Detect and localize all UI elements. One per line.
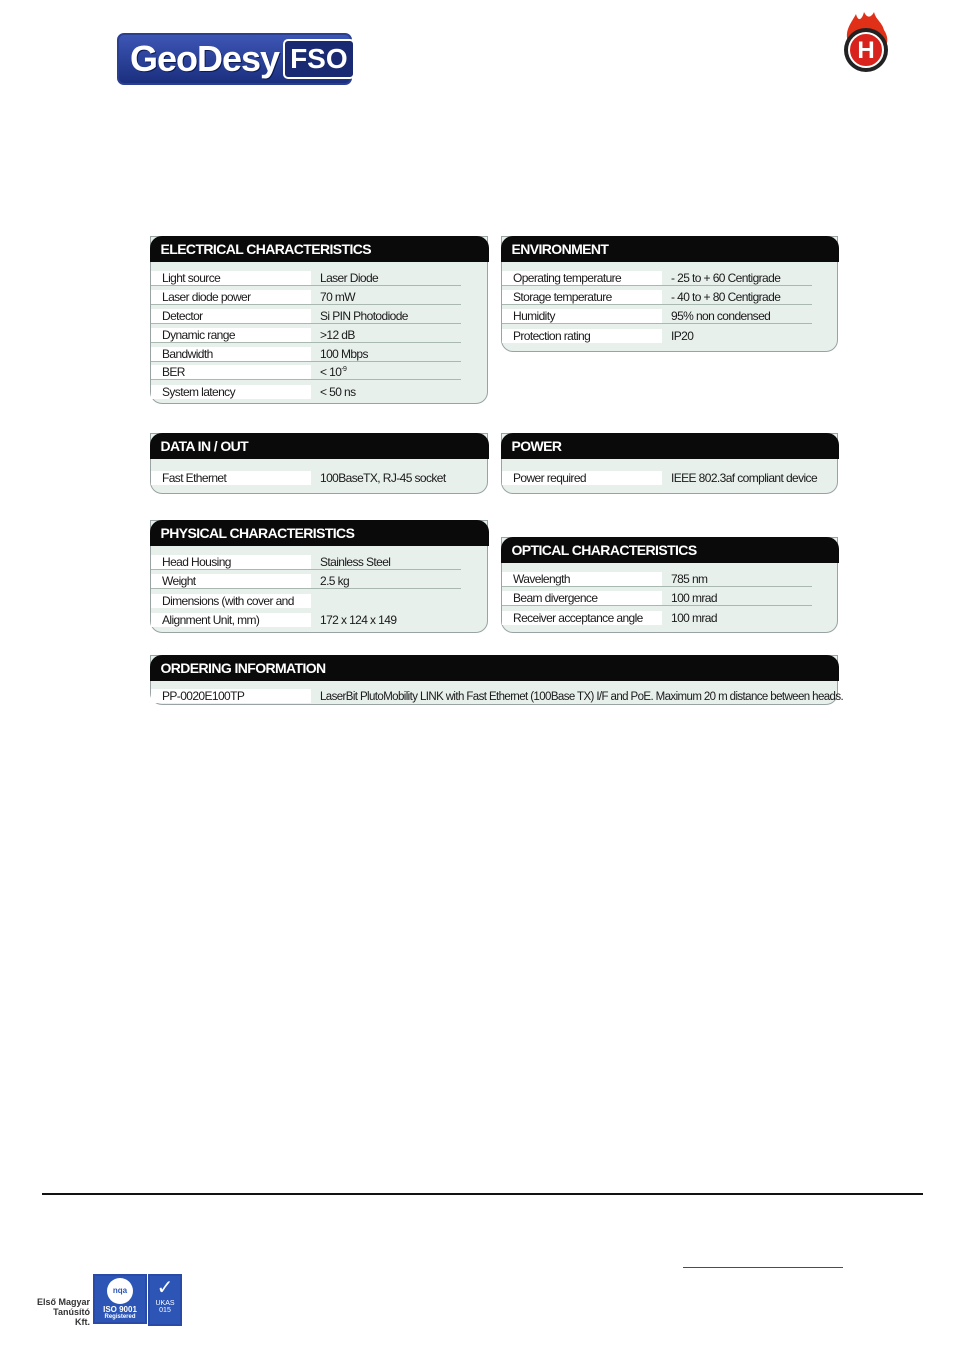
spec-label: PP-0020E100TP <box>151 689 311 703</box>
spec-row <box>151 266 487 286</box>
spec-row <box>502 305 837 324</box>
spec-row <box>502 587 837 606</box>
spec-label: Beam divergence <box>502 591 662 606</box>
spec-row <box>151 343 487 362</box>
footer-divider <box>42 1193 923 1195</box>
spec-value: Stainless Steel <box>311 555 461 570</box>
iso-label: ISO 9001 <box>103 1305 137 1314</box>
footer-link[interactable] <box>683 1267 843 1268</box>
spec-label: System latency <box>151 385 311 399</box>
spec-row <box>151 608 487 627</box>
spec-label: Dimensions (with cover and <box>151 594 311 608</box>
spec-value: IP20 <box>671 328 694 343</box>
spec-value <box>311 365 461 380</box>
spec-row <box>502 324 837 343</box>
ber-exponent: -9 <box>341 365 347 373</box>
spec-row <box>151 305 487 324</box>
iso-9001-badge <box>93 1274 147 1324</box>
spec-label: Humidity <box>502 309 662 324</box>
optical-characteristics-box <box>501 537 838 633</box>
power-box <box>501 433 838 494</box>
spec-row <box>502 266 837 286</box>
spec-label: Dynamic range <box>151 328 311 343</box>
spec-row <box>151 465 487 485</box>
environment-box <box>501 236 838 352</box>
geodesy-fso-logo <box>117 33 352 85</box>
spec-label: Weight <box>151 574 311 589</box>
spec-value: 100BaseTX, RJ-45 socket <box>320 470 446 485</box>
emblem-letter: H <box>857 37 875 64</box>
spec-row <box>151 286 487 305</box>
spec-row <box>502 567 837 587</box>
spec-label: Alignment Unit, mm) <box>151 613 311 627</box>
section-title: OPTICAL CHARACTERISTICS <box>501 537 839 563</box>
data-in-out-box <box>150 433 488 494</box>
section-title: ORDERING INFORMATION <box>150 655 839 681</box>
certifier-name: Első Magyar Tanúsító Kft. <box>36 1297 90 1327</box>
spec-row <box>502 465 837 485</box>
spec-row <box>151 324 487 343</box>
spec-label: Wavelength <box>502 572 662 587</box>
spec-value: Si PIN Photodiode <box>311 309 461 324</box>
spec-label: Light source <box>151 271 311 286</box>
spec-value: 70 mW <box>311 290 461 305</box>
spec-value: >12 dB <box>311 328 461 343</box>
spec-row <box>502 286 837 305</box>
spec-label: Head Housing <box>151 555 311 570</box>
spec-value: 100 mrad <box>662 591 812 606</box>
ordering-information-box <box>150 655 844 705</box>
section-title: DATA IN / OUT <box>150 433 489 459</box>
ukas-number: 015 <box>159 1307 171 1314</box>
spec-row <box>151 550 487 570</box>
spec-value: 172 x 124 x 149 <box>320 612 397 627</box>
spec-value: - 25 to + 60 Centigrade <box>662 271 812 286</box>
spec-label: Protection rating <box>502 329 662 343</box>
electrical-characteristics-box <box>150 236 488 404</box>
spec-label: BER <box>151 365 311 380</box>
spec-value: IEEE 802.3af compliant device <box>671 470 818 485</box>
h-flame-emblem-icon <box>838 12 894 76</box>
spec-label: Detector <box>151 309 311 324</box>
checkmark-icon: ✓ <box>156 1277 174 1299</box>
spec-value: Laser Diode <box>311 271 461 286</box>
spec-row <box>151 570 487 589</box>
spec-row <box>151 685 844 703</box>
section-title: ENVIRONMENT <box>501 236 839 262</box>
spec-label: Bandwidth <box>151 347 311 362</box>
spec-value: 785 nm <box>662 572 812 587</box>
spec-row <box>151 589 487 608</box>
nqa-logo-icon: nqa <box>107 1278 133 1304</box>
logo-fso-badge: FSO <box>283 39 355 79</box>
spec-value: < 50 ns <box>320 384 356 399</box>
spec-label: Laser diode power <box>151 290 311 305</box>
spec-value: 100 Mbps <box>311 347 461 362</box>
section-title: PHYSICAL CHARACTERISTICS <box>150 520 489 546</box>
spec-value: - 40 to + 80 Centigrade <box>662 290 812 305</box>
section-title: ELECTRICAL CHARACTERISTICS <box>150 236 489 262</box>
spec-row <box>151 380 487 399</box>
spec-row <box>151 362 487 380</box>
physical-characteristics-box <box>150 520 488 633</box>
spec-value: 100 mrad <box>671 610 717 625</box>
spec-label: Operating temperature <box>502 271 662 286</box>
ber-value: < 10 <box>320 364 342 379</box>
ukas-label: UKAS <box>155 1300 175 1307</box>
spec-value: 95% non condensed <box>662 309 812 324</box>
spec-label: Storage temperature <box>502 290 662 305</box>
logo-text: GeoDesy <box>130 38 280 79</box>
ukas-badge <box>148 1274 182 1326</box>
spec-label: Fast Ethernet <box>151 471 311 485</box>
section-title: POWER <box>501 433 839 459</box>
spec-row <box>502 606 837 625</box>
iso-sub-label: Registered <box>104 1314 136 1320</box>
spec-value: LaserBit PlutoMobility LINK with Fast Ethernet (100Base TX) I/F and PoE. Maximum 20 m distance between heads. <box>320 690 844 703</box>
spec-label: Power required <box>502 471 662 485</box>
spec-label: Receiver acceptance angle <box>502 611 662 625</box>
spec-value: 2.5 kg <box>311 574 461 589</box>
